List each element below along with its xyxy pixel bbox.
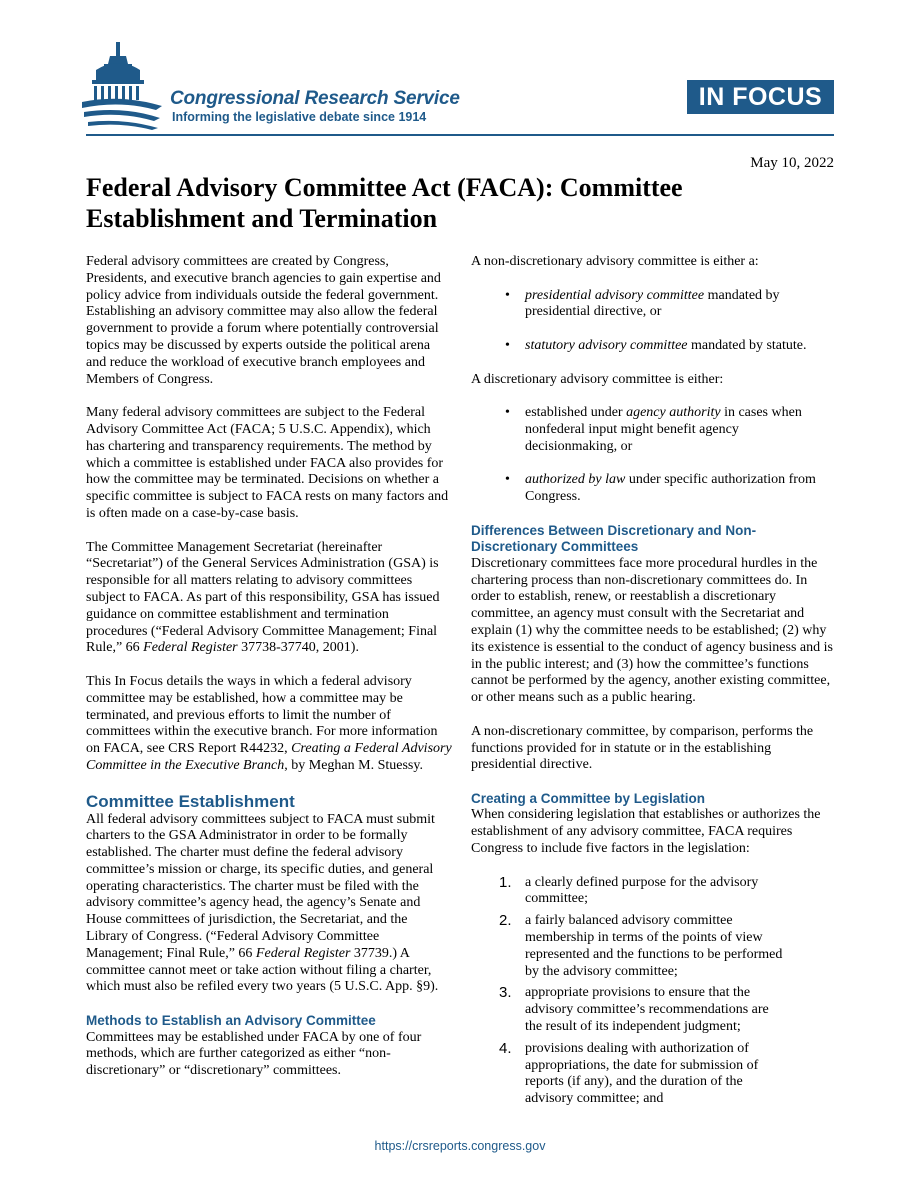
publication-date: May 10, 2022 xyxy=(750,155,834,171)
list-item: 2. a fairly balanced advisory committee membership in terms of the points of view represented and the functions to be performed by the advisory committee; xyxy=(499,912,783,979)
paragraph: Many federal advisory committees are subject to the Federal Advisory Committee Act (FACA; 5 U.S.C. Appendix), which has chartering and transparency requirements. The method by which a committee is established under FACA also provides for how the committee may be terminated. Decisions on whether a specific committee is subject to FACA rests on many factors and is often made on a case-by-case basis. xyxy=(86,405,449,521)
subsection-heading: Creating a Committee by Legislation xyxy=(471,790,706,806)
paragraph: A non-discretionary committee, by comparison, performs the functions provided for in statute or in the establishing presidential directive. xyxy=(471,723,814,773)
footer-url[interactable]: https://crsreports.congress.gov xyxy=(374,1139,546,1153)
list-item: • statutory advisory committee mandated by statute. xyxy=(471,338,837,355)
paragraph: A non-discretionary advisory committee is either a: xyxy=(471,254,759,269)
bullet-list xyxy=(471,405,837,506)
list-item: 1. a clearly defined purpose for the advisory committee; xyxy=(499,873,759,907)
paragraph: All federal advisory committees subject to FACA must submit charters to the GSA Administrator in order to be formally established. The charter must define the federal advisory committee’s mission or charge, its specific duties, and general operating characteristics. The charter must be filed with the advisory committee’s agency head, the agency’s Senate and House committees of jurisdiction, the Secretariat, and the Library of Congress. (“Federal Advisory Committee Management; Final Rule,” 66 Federal Register 37739.) A committee cannot meet or take action without filing a charter, which must also be refiled every two years (5 U.S.C. App. §9). xyxy=(86,811,439,995)
subsection-heading: Differences Between Discretionary and Non-Discretionary Committees xyxy=(471,522,757,555)
org-name: Congressional Research Service xyxy=(170,88,460,109)
section-heading: Committee Establishment xyxy=(86,791,295,811)
subsection-heading: Methods to Establish an Advisory Committee xyxy=(86,1013,376,1029)
paragraph: A discretionary advisory committee is either: xyxy=(471,371,724,387)
paragraph: The Committee Management Secretariat (hereinafter “Secretariat”) of the General Services Administration (GSA) is responsible for all matters relating to advisory committees subject to FACA. As part of this responsibility, GSA has issued guidance on committee establishment and termination procedures (“Federal Advisory Committee Management; Final Rule,” 66 Federal Register 37738-37740, 2001). xyxy=(86,539,440,656)
org-tagline: Informing the legislative debate since 1914 xyxy=(172,110,427,124)
right-column xyxy=(471,254,837,1113)
paragraph: Federal advisory committees are created by Congress, Presidents, and executive branch agencies to gain expertise and policy advice from individuals outside the federal government. Establishing an advisory committee may also allow the federal government to provide a forum where potentially controversial topics may be discussed by experts outside the political arena and reduce the workload of executive branch employees and Members of Congress. xyxy=(86,254,441,387)
paragraph: Committees may be established under FACA by one of four methods, which are further categorized as either “non-discretionary” or “discretionary” committees. xyxy=(86,1029,422,1079)
in-focus-badge: IN FOCUS xyxy=(687,80,834,114)
list-item: • authorized by law under specific authorization from Congress. xyxy=(471,472,837,506)
list-item: • presidential advisory committee mandated by presidential directive, or xyxy=(471,288,837,322)
paragraph: This In Focus details the ways in which a federal advisory committee may be established, how a committee may be terminated, and previous efforts to limit the number of committees within the executive branch. For more information on FACA, see CRS Report R44232, Creating a Federal Advisory Committee in the Executive Branch, by Meghan M. Stuessy. xyxy=(86,673,452,773)
page-title: Federal Advisory Committee Act (FACA): Committee Establishment and Termination xyxy=(86,173,683,233)
header-rule xyxy=(86,134,834,136)
left-column xyxy=(86,254,452,1097)
list-item: 4. provisions dealing with authorization of appropriations, the date for submission of reports (if any), and the duration of the advisory committee; and xyxy=(499,1039,759,1107)
factors-list xyxy=(471,875,837,1108)
list-item: 3. appropriate provisions to ensure that the advisory committee’s recommendations are the result of its independent judgment; xyxy=(499,984,769,1034)
list-item: • established under agency authority in cases when nonfederal input might benefit agency decisionmaking, or xyxy=(471,405,837,455)
bullet-list xyxy=(471,288,837,355)
paragraph: When considering legislation that establishes or authorizes the establishment of any advisory committee, FACA requires Congress to include five factors in the legislation: xyxy=(471,807,821,856)
paragraph: Discretionary committees face more procedural hurdles in the chartering process than non-discretionary committees do. In order to establish, renew, or reestablish a discretionary committee, an agency must consult with the Secretariat and explain (1) why the committee needs to be established; (2) why its existence is essential to the conduct of agency business and is in the public interest; and (3) how the committee’s functions cannot be performed by the agency, another existing committee, or other means such as a public hearing. xyxy=(471,555,833,706)
